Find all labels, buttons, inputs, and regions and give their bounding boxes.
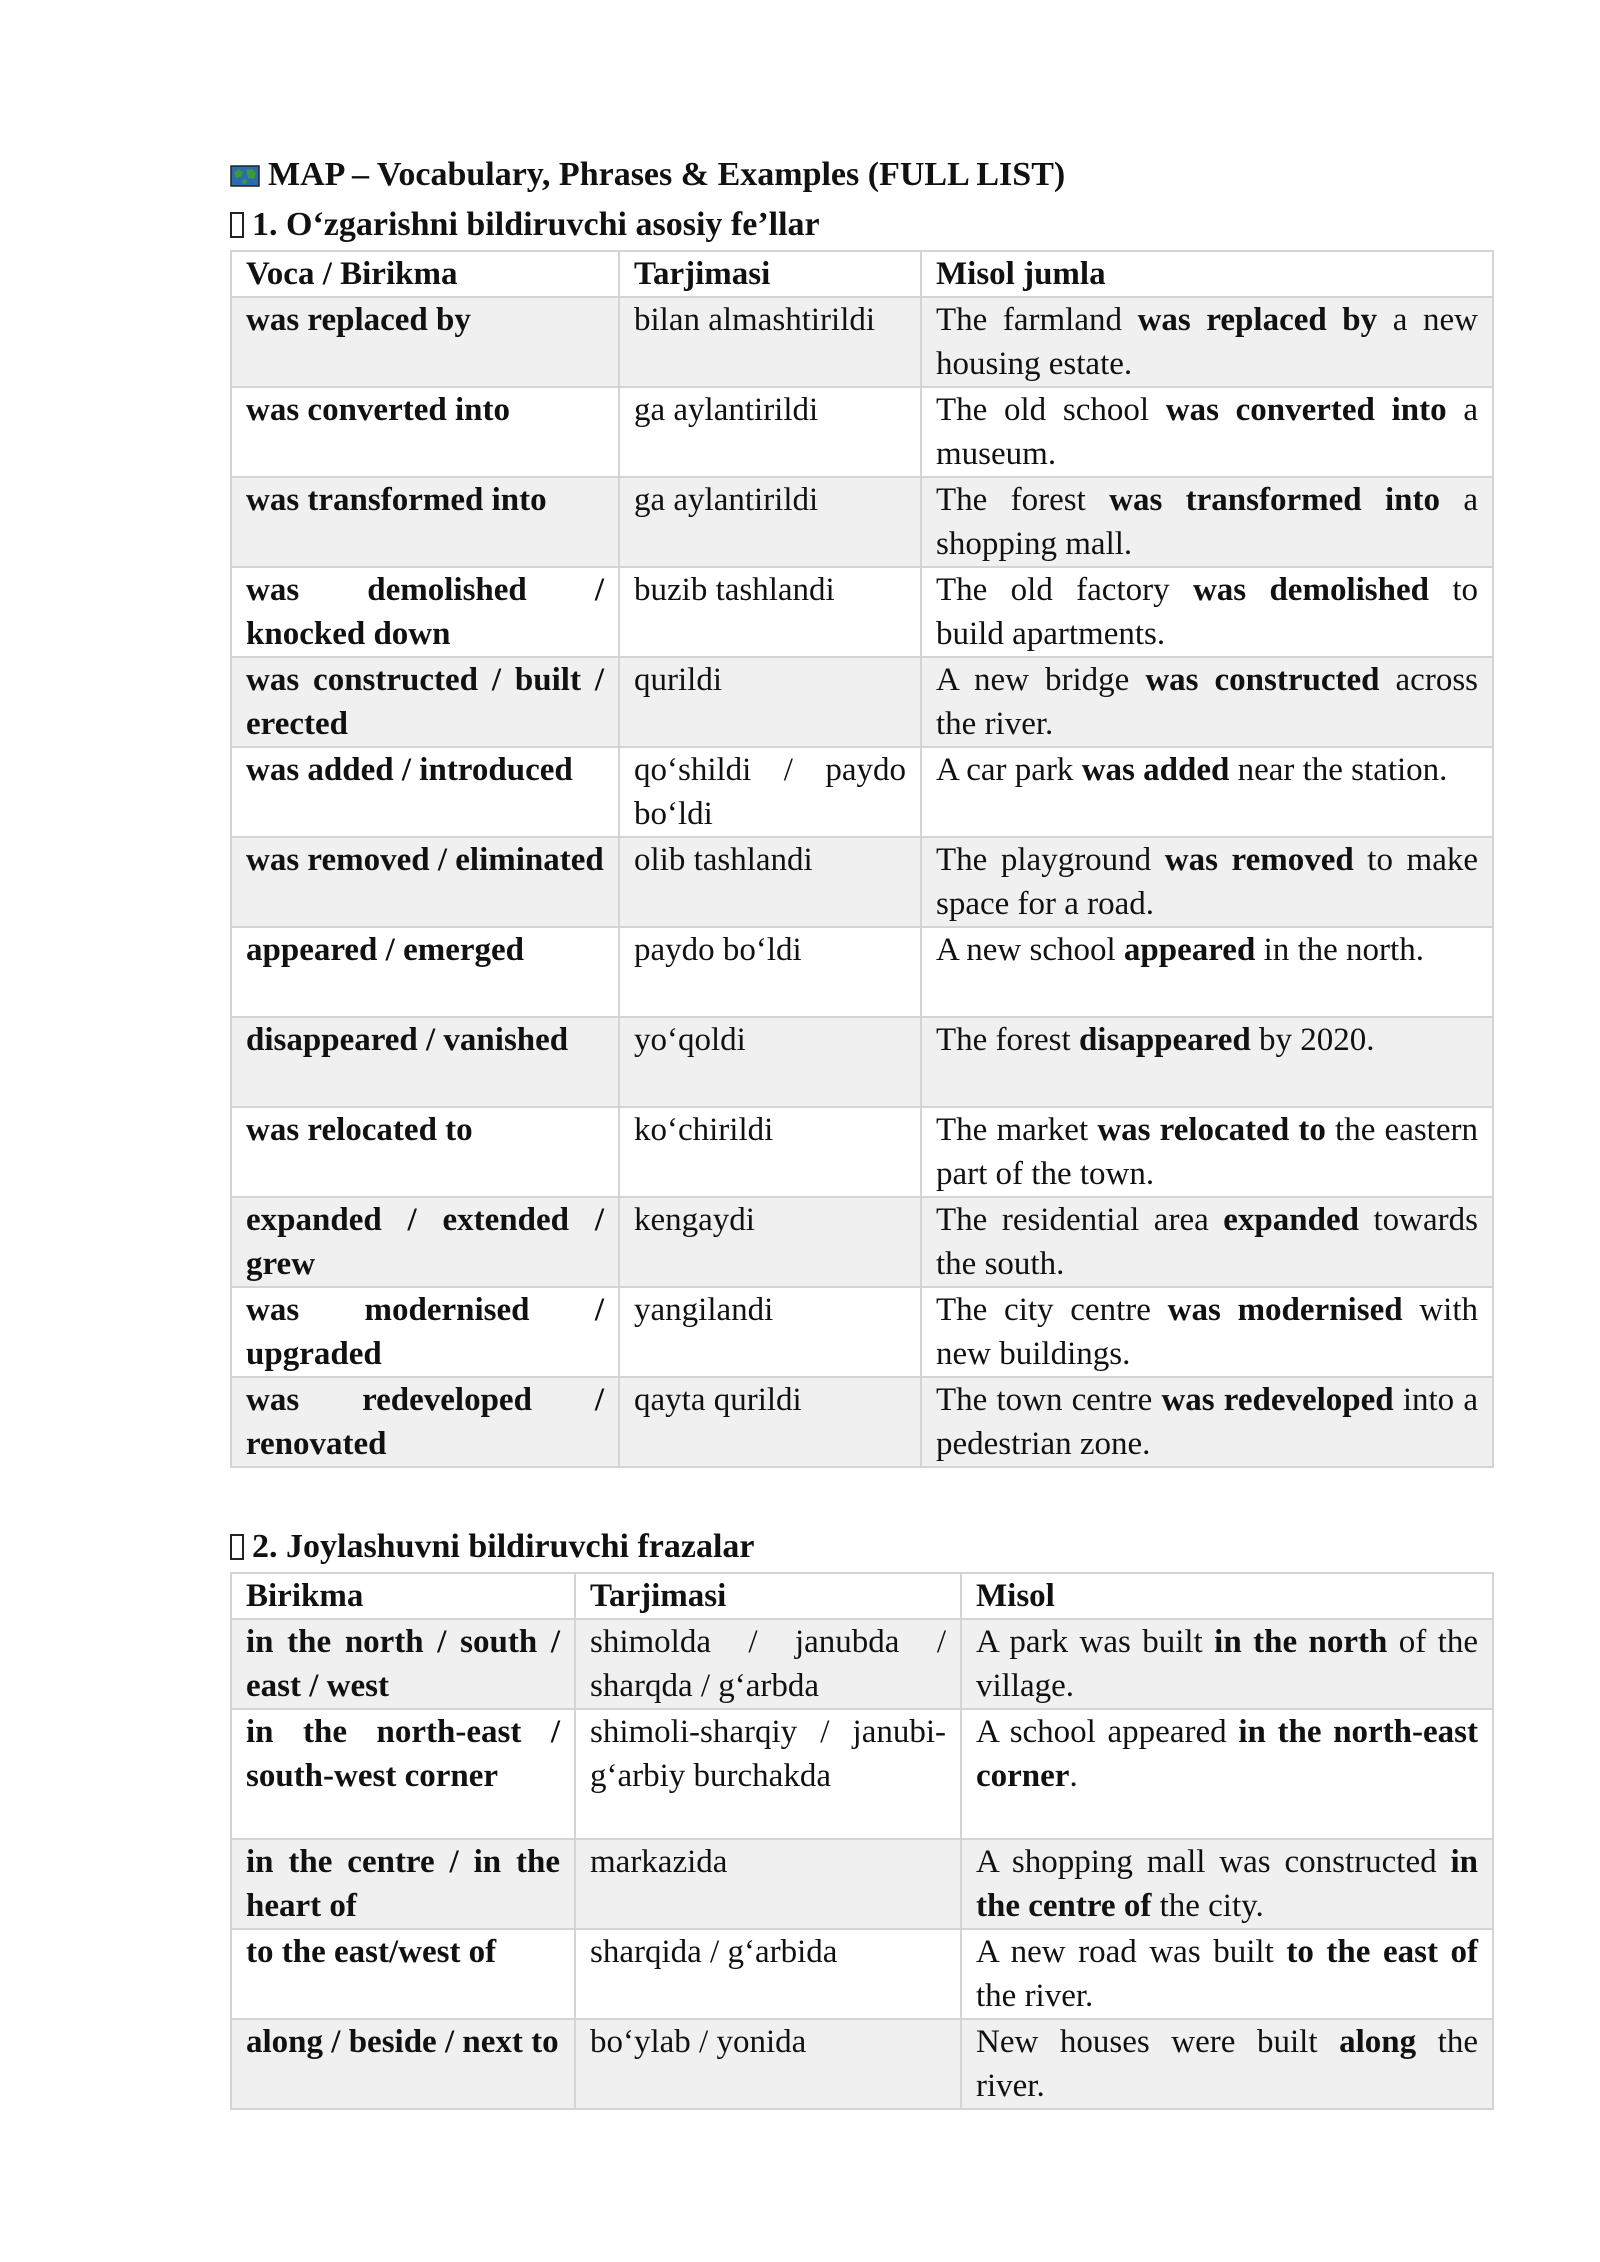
term-cell: was demolished / knocked down [231,567,619,657]
example-text: The city centre [936,1292,1168,1328]
example-text: of the village. [976,1624,1478,1704]
translation-cell: kengaydi [619,1197,921,1287]
example-text: the river. [976,1978,1094,2014]
document-content [230,150,1492,2110]
term-cell: was modernised / upgraded [231,1287,619,1377]
example-cell [921,1377,1493,1467]
example-highlight: was relocated to [1097,1112,1326,1148]
example-text: near the station. [1229,752,1448,788]
example-highlight: in the north-east corner [976,1714,1479,1794]
translation-cell: yo‘qoldi [619,1017,921,1107]
example-cell [921,1197,1493,1287]
verbs-table [230,250,1494,1468]
translation-cell: ga aylantirildi [619,477,921,567]
example-cell [921,567,1493,657]
example-cell [961,2019,1493,2109]
term-cell: was replaced by [231,297,619,387]
example-cell [921,837,1493,927]
example-text: The residential area [936,1202,1224,1238]
term-cell: was redeveloped / renovated [231,1377,619,1467]
example-cell [921,1017,1493,1107]
term-cell: was transformed into [231,477,619,567]
example-highlight: along [1339,2024,1417,2060]
example-text: across the river. [936,662,1478,742]
translation-cell: shimolda / janubda / sharqda / g‘arbda [575,1619,961,1709]
table-row [231,1619,1493,1709]
example-highlight: was removed [1164,842,1354,878]
column-header: Tarjimasi [575,1573,961,1619]
example-text: A shopping mall was constructed [976,1844,1451,1880]
location-phrases-table [230,1572,1494,2110]
example-text: by 2020. [1250,1022,1375,1058]
example-cell [921,1107,1493,1197]
translation-cell: sharqida / g‘arbida [575,1929,961,2019]
example-text: the city. [1151,1888,1264,1924]
example-text: A new bridge [936,662,1146,698]
translation-cell: paydo bo‘ldi [619,927,921,1017]
example-text: The town centre [936,1382,1162,1418]
example-highlight: to the east of [1286,1934,1478,1970]
term-cell: along / beside / next to [231,2019,575,2109]
example-text: the eastern part of the town. [936,1112,1478,1192]
example-highlight: was added [1081,752,1230,788]
example-cell [961,1619,1493,1709]
translation-cell: ko‘chirildi [619,1107,921,1197]
translation-cell: qo‘shildi / paydo bo‘ldi [619,747,921,837]
translation-cell: shimoli-sharqiy / janubi-g‘arbiy burchakda [575,1709,961,1839]
world-map-icon [230,164,260,188]
example-cell [921,477,1493,567]
column-header: Voca / Birikma [231,251,619,297]
translation-cell: qayta qurildi [619,1377,921,1467]
page-title [230,150,1492,200]
table-row [231,2019,1493,2109]
example-text: to make space for a road. [936,842,1478,922]
example-text: to build apartments. [936,572,1478,652]
term-cell: was converted into [231,387,619,477]
translation-cell: markazida [575,1839,961,1929]
table-row [231,1197,1493,1287]
column-header: Tarjimasi [619,251,921,297]
table-row [231,387,1493,477]
example-cell [961,1709,1493,1839]
table-row [231,567,1493,657]
example-text: into a pedestrian zone. [936,1382,1478,1462]
example-cell [921,657,1493,747]
example-text: a new housing estate. [936,302,1478,382]
table-row [231,747,1493,837]
example-text: A car park [936,752,1082,788]
example-text: A new school [936,932,1124,968]
example-highlight: was transformed into [1109,482,1440,518]
missing-glyph-icon [230,212,244,238]
example-highlight: was redeveloped [1161,1382,1394,1418]
example-text: The market [936,1112,1098,1148]
example-text: The forest [936,482,1110,518]
example-text: A school appeared [976,1714,1239,1750]
example-text: A park was built [976,1624,1215,1660]
example-text: a museum. [936,392,1478,472]
example-cell [921,297,1493,387]
example-text: New houses were built [976,2024,1340,2060]
table-header-row [231,251,1493,297]
section-gap [230,1468,1492,1522]
example-text: The farmland [936,302,1138,338]
example-text: A new road was built [976,1934,1287,1970]
example-highlight: expanded [1223,1202,1359,1238]
example-text: the river. [976,2024,1478,2104]
term-cell: expanded / extended / grew [231,1197,619,1287]
table-header-row [231,1573,1493,1619]
term-cell: was removed / eliminated [231,837,619,927]
translation-cell: qurildi [619,657,921,747]
example-text: The forest [936,1022,1079,1058]
example-highlight: appeared [1123,932,1256,968]
translation-cell: buzib tashlandi [619,567,921,657]
page-title-text: MAP – Vocabulary, Phrases & Examples (FULL LIST) [268,156,1066,193]
column-header: Misol jumla [921,251,1493,297]
column-header: Birikma [231,1573,575,1619]
table-row [231,1709,1493,1839]
table-row [231,927,1493,1017]
translation-cell: bo‘ylab / yonida [575,2019,961,2109]
table-row [231,1287,1493,1377]
example-text: The playground [936,842,1165,878]
section-1-heading-text: 1. O‘zgarishni bildiruvchi asosiy fe’llar [252,206,820,243]
table-row [231,837,1493,927]
example-highlight: was replaced by [1137,302,1378,338]
example-highlight: in the north [1214,1624,1388,1660]
example-text: towards the south. [936,1202,1478,1282]
term-cell: was added / introduced [231,747,619,837]
column-header: Misol [961,1573,1493,1619]
example-cell [921,1287,1493,1377]
missing-glyph-icon [230,1534,244,1560]
term-cell: appeared / emerged [231,927,619,1017]
example-highlight: in the centre of [976,1844,1478,1924]
term-cell: in the centre / in the heart of [231,1839,575,1929]
term-cell: in the north / south / east / west [231,1619,575,1709]
section-2-heading-text: 2. Joylashuvni bildiruvchi frazalar [252,1528,755,1565]
example-highlight: was demolished [1192,572,1429,608]
term-cell: was constructed / built / erected [231,657,619,747]
example-cell [961,1929,1493,2019]
table-row [231,657,1493,747]
example-text: The old factory [936,572,1193,608]
table-row [231,1929,1493,2019]
example-text: with new buildings. [936,1292,1478,1372]
example-highlight: was converted into [1165,392,1447,428]
example-highlight: was constructed [1145,662,1380,698]
section-2-heading [230,1522,1492,1572]
example-text: The old school [936,392,1166,428]
translation-cell: ga aylantirildi [619,387,921,477]
term-cell: to the east/west of [231,1929,575,2019]
table-row [231,1839,1493,1929]
translation-cell: yangilandi [619,1287,921,1377]
term-cell: was relocated to [231,1107,619,1197]
table-row [231,477,1493,567]
table-row [231,1107,1493,1197]
example-cell [921,927,1493,1017]
example-text: a shopping mall. [936,482,1478,562]
term-cell: disappeared / vanished [231,1017,619,1107]
example-cell [921,387,1493,477]
example-text: in the north. [1255,932,1424,968]
translation-cell: bilan almashtirildi [619,297,921,387]
section-1-heading [230,200,1492,250]
table-row [231,1017,1493,1107]
example-highlight: disappeared [1078,1022,1251,1058]
translation-cell: olib tashlandi [619,837,921,927]
example-text: . [1069,1758,1078,1794]
term-cell: in the north-east / south-west corner [231,1709,575,1839]
table-row [231,297,1493,387]
example-cell [961,1839,1493,1929]
table-row [231,1377,1493,1467]
example-cell [921,747,1493,837]
example-highlight: was modernised [1167,1292,1403,1328]
